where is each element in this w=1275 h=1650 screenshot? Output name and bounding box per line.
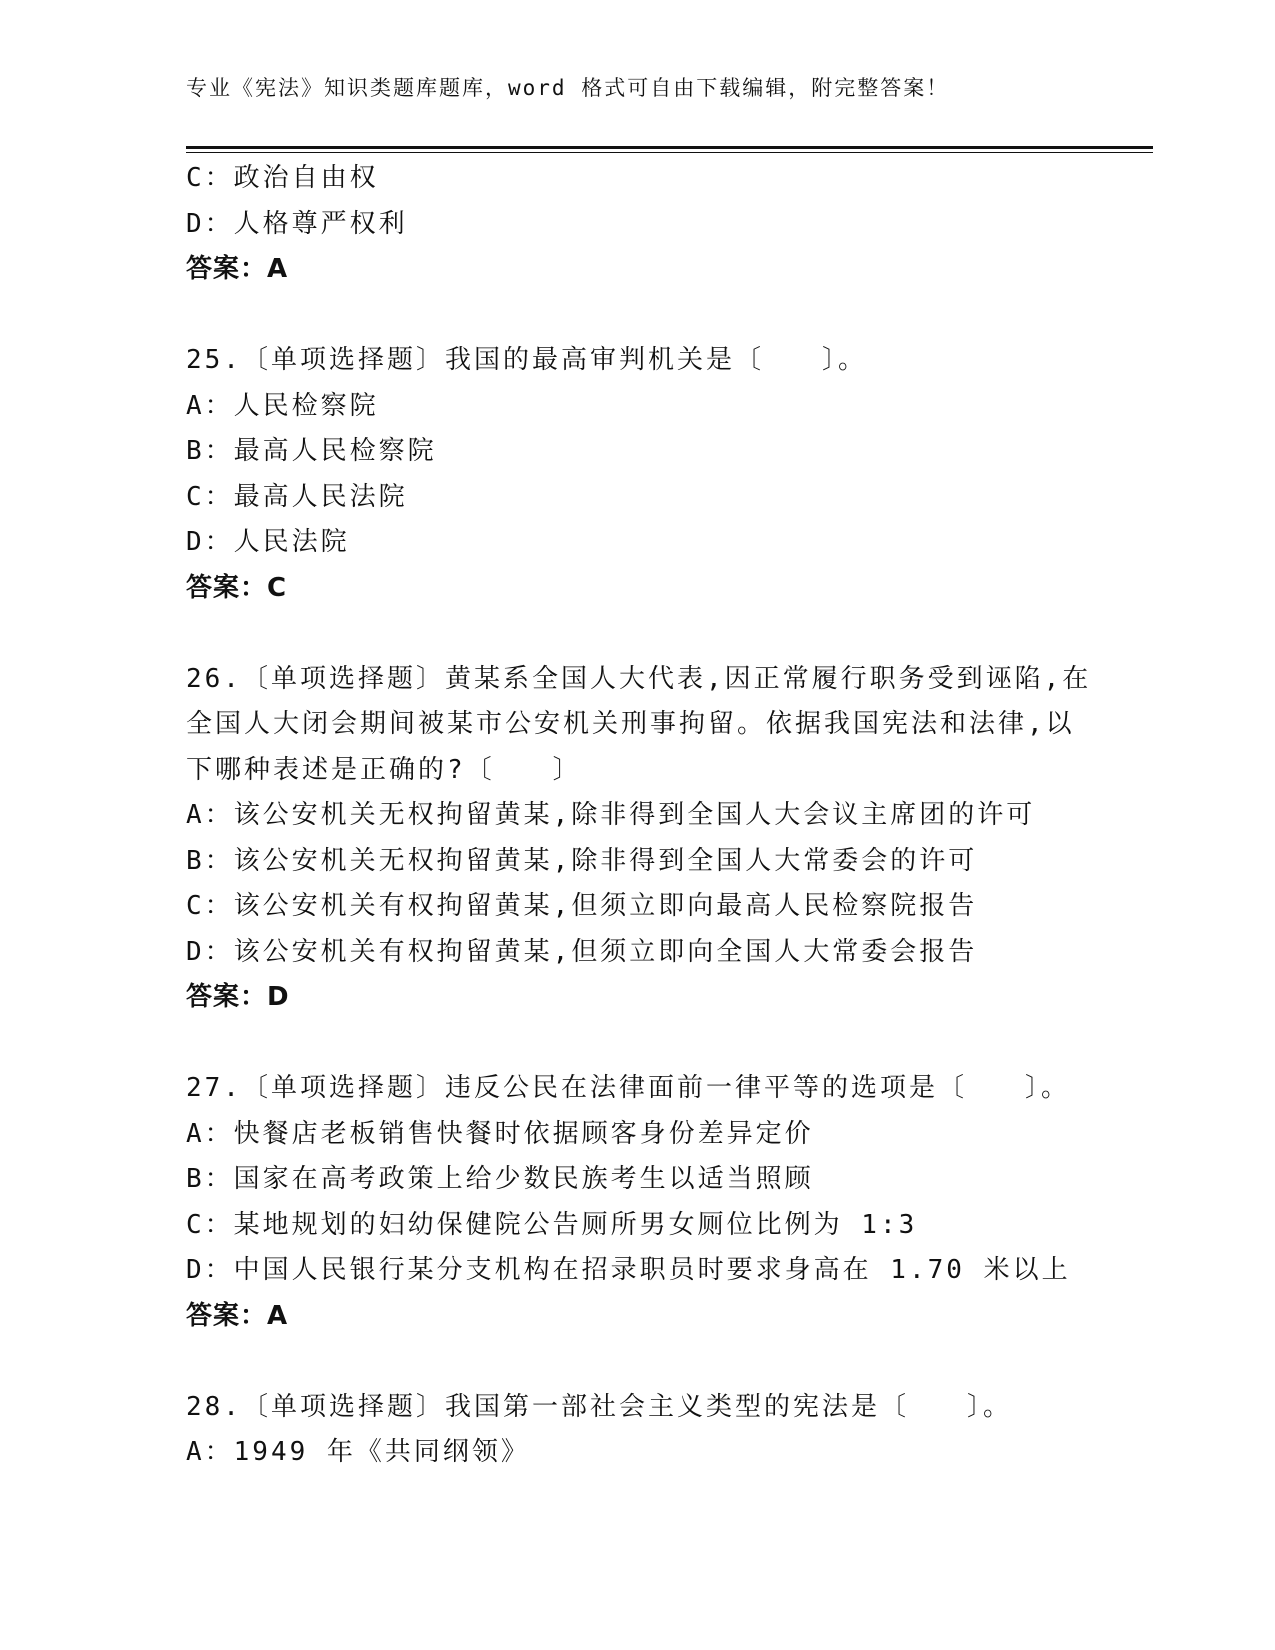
answer-line: 答案：C xyxy=(186,572,288,603)
spacer xyxy=(186,1339,1146,1385)
option-line: A：该公安机关无权拘留黄某,除非得到全国人大会议主席团的许可 xyxy=(186,800,1036,830)
option-line: C：最高人民法院 xyxy=(186,481,408,512)
question-27 xyxy=(186,1066,1146,1339)
option-line: A：1949 年《共同纲领》 xyxy=(186,1437,530,1467)
answer-line: 答案：A xyxy=(186,1300,289,1331)
question-stem: 下哪种表述是正确的?〔 〕 xyxy=(186,754,582,785)
option-line: C：政治自由权 xyxy=(186,163,379,193)
question-26 xyxy=(186,657,1146,1021)
option-line: B：国家在高考政策上给少数民族考生以适当照顾 xyxy=(186,1164,814,1194)
answer-line: 答案：A xyxy=(186,254,289,284)
question-stem: 全国人大闭会期间被某市公安机关刑事拘留。依据我国宪法和法律,以 xyxy=(186,709,1075,739)
question-stem: 26.〔单项选择题〕黄某系全国人大代表,因正常履行职务受到诬陷,在 xyxy=(186,663,1092,694)
spacer xyxy=(186,611,1146,657)
question-25 xyxy=(186,338,1146,611)
option-line: B：该公安机关无权拘留黄某,除非得到全国人大常委会的许可 xyxy=(186,845,978,876)
option-line: C：某地规划的妇幼保健院公告厕所男女厕位比例为 1:3 xyxy=(186,1209,918,1240)
option-line: D：人格尊严权利 xyxy=(186,208,408,239)
page-header: 专业《宪法》知识类题库题库，word 格式可自由下载编辑，附完整答案！ xyxy=(186,76,950,100)
answer-line: 答案：D xyxy=(186,982,290,1012)
question-stem: 28.〔单项选择题〕我国第一部社会主义类型的宪法是〔 〕。 xyxy=(186,1391,1012,1422)
header-rule-thick xyxy=(186,146,1153,149)
option-line: C：该公安机关有权拘留黄某,但须立即向最高人民检察院报告 xyxy=(186,891,978,921)
header-rule-thin xyxy=(186,152,1153,153)
continued-question xyxy=(186,156,1146,293)
option-line: A：快餐店老板销售快餐时依据顾客身份差异定价 xyxy=(186,1118,814,1149)
option-line: D：中国人民银行某分支机构在招录职员时要求身高在 1.70 米以上 xyxy=(186,1255,1071,1285)
spacer xyxy=(186,1021,1146,1067)
document-body xyxy=(186,156,1146,1476)
question-28 xyxy=(186,1385,1146,1476)
option-line: B：最高人民检察院 xyxy=(186,436,437,466)
question-stem: 27.〔单项选择题〕违反公民在法律面前一律平等的选项是〔 〕。 xyxy=(186,1073,1070,1103)
option-line: D：人民法院 xyxy=(186,527,350,557)
spacer xyxy=(186,293,1146,339)
option-line: D：该公安机关有权拘留黄某,但须立即向全国人大常委会报告 xyxy=(186,936,978,967)
option-line: A：人民检察院 xyxy=(186,390,379,421)
question-stem: 25.〔单项选择题〕我国的最高审判机关是〔 〕。 xyxy=(186,345,867,375)
